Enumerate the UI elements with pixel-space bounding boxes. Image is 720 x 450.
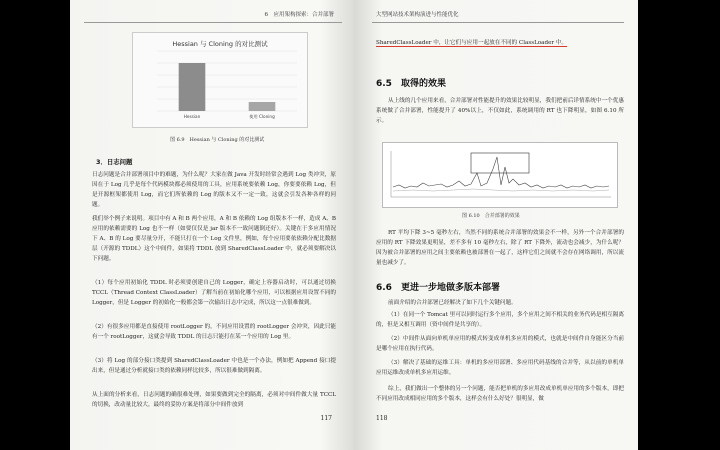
paragraph-6: 从上面的分析来看，日志问题的确很难处理，如果要做到完全的隔离，必须对中间件做大量 TCCL 的切换，改动量比较大，最终的妥协方案是将部分中间件放到 <box>92 392 336 408</box>
rt-series-baseline <box>393 189 609 191</box>
right-page <box>354 0 638 450</box>
paragraph-6-5: 从上线的几个应用来看，合并部署对性能提升的效果比较明显，我们把前后详情系统中一个优惠系统做了合并部署，性能提升了 40%以上，不仅如此，系统调用的 RT 也下降明显，如图 6.10 所示。 <box>376 98 624 124</box>
intro-line <box>376 38 624 48</box>
paragraph-3: （1）每个应用初始化 TDDL 时必须要创建自己的 Logger，确定上容器启动时，可以通过切换 TCCL（Thread Context ClassLoader）了解当前在初始化哪个应用，可以根据应用设置不同的 Logger，但是 Logger 的初始化一般都会第一次输出日志中完成，所以这一点很难做到。 <box>92 280 336 306</box>
paragraph-6-6-intro: 前面介绍的合并部署已经解决了如下几个关键问题。 <box>388 300 517 306</box>
chart-title: Hessian 与 Cloning 的对比测试 <box>172 40 268 48</box>
underlined-text: SharedClassLoader 中，让它们与应用一起放在不同的 ClassLoader 中。 <box>376 40 568 46</box>
paragraph-2: 我们举个例子来说明。项目中有 A 和 B 两个应用，A 和 B 依赖的 Log 组版本不一样，造成 A、B 应用的依赖需要的 Log 也不一样（如要仅仅是 jar 版本不一致问题倒还好）。关键在于多应用情况下 A、B 的 Log 要尽量分开，不能只打在一个 Log 文件里，例如，每个应用要依依赖分配比数据层（开源的 TDDL）这个中间件，如果将 TDDL 放到 SharedClassLoader 中，就必须要解决以下问题。 <box>92 216 336 262</box>
marker-box <box>471 153 529 173</box>
running-head-left: 6 应用架构探索：合并部署 <box>264 12 334 18</box>
paragraph-1: 日志问题是合并部署项目中的难题，为什么呢？大家在做 Java 开发时经常会遇到 Log 类冲突，原因在于 Log 几乎是每个代码模块都必须使用的工具，应用系统要依赖 Log，你要要依赖 Log，但是开源框架都使用 Log，而它们所依赖的 Log 的版本又不一定一致，这就会引发各种各样的问题。 <box>92 172 336 208</box>
book-spread <box>70 0 638 450</box>
header-rule-right <box>372 22 624 23</box>
performance-figure <box>382 142 618 208</box>
paragraph-final: 综上，我们做出一个整体的另一个问题，能否把单机的多应用改成单机单应用的多个版本，即把不同应用改成相同应用的多个版本，这样会有什么好处？很明显，做 <box>376 386 624 402</box>
rt-line-plot <box>383 143 619 209</box>
section-heading-6-5: 6.5 取得的效果 <box>376 79 446 89</box>
list-item-1: （1）在同一个 Tomcat 里可以同时运行多个应用，多个应用之间不相关的业务代码是相互隔离的，但是又相互调用（资中间件是共享的）。 <box>376 312 624 328</box>
rt-series-line <box>393 157 609 188</box>
paragraph-4: （2）有很多应用都是直接使用 rootLogger 的，不同应用设置的 rootLogger 会冲突，因此只能有一个 rootLogger，这就会导致 TDDL 的日志只能打在某一个应用的 Log 里。 <box>92 324 336 340</box>
bar-chart <box>132 32 308 128</box>
category-label-0: Hessian <box>183 114 201 119</box>
running-head-right: 大型网站技术架构演进与性能优化 <box>376 12 459 18</box>
section-heading-6-6: 6.6 更进一步地做多版本部署 <box>376 283 500 293</box>
figure-caption: 图 6.10 合并部署的效果 <box>462 213 520 219</box>
paragraph-5: （3）将 Log 的部分接口类提到 SharedClassLoader 中也是一个办法，例如把 Append 接口提出来，但是通过分析就接口类的依赖同样比较多，所以很难做到隔离。 <box>92 358 336 374</box>
list-item-2: （2）中间件从面向单机单应用的模式转变成单机多应用的模式，也就是中间件自身能区分当前是哪个应用在执行代码。 <box>376 336 624 352</box>
list-item-3: （3）解决了基础的运维工具：单机的多应用部署、多应用代码基线的合并等，从以前的单机单应用运维改成单机多应用运维。 <box>376 360 624 376</box>
bar-0 <box>179 63 206 111</box>
page-number-left: 117 <box>320 415 332 422</box>
page-number-right: 118 <box>376 415 388 422</box>
section-heading-log: 3．日志问题 <box>96 158 133 166</box>
left-page <box>70 0 354 450</box>
chart-plot <box>133 33 309 129</box>
category-label-1: 使用 Cloning <box>249 114 275 119</box>
chart-caption: 图 6.9 Hessian 与 Cloning 的对比测试 <box>170 137 265 143</box>
header-rule-left <box>84 22 342 23</box>
bar-1 <box>249 102 276 111</box>
paragraph-rt: RT 平均下降 3~5 毫秒左右，当然不同的系统合并部署的效果会不一样，另外一个合并部署的应用的 RT 下降效果更明显，差不多有 10 毫秒左右，除了 RT 下降外，流动也会减少，为什么呢？因为被合并部署的应用之间主要依赖也被部署在一起了，这样它们之间就不会存在网络调用，所以流量也减少了。 <box>376 230 624 266</box>
